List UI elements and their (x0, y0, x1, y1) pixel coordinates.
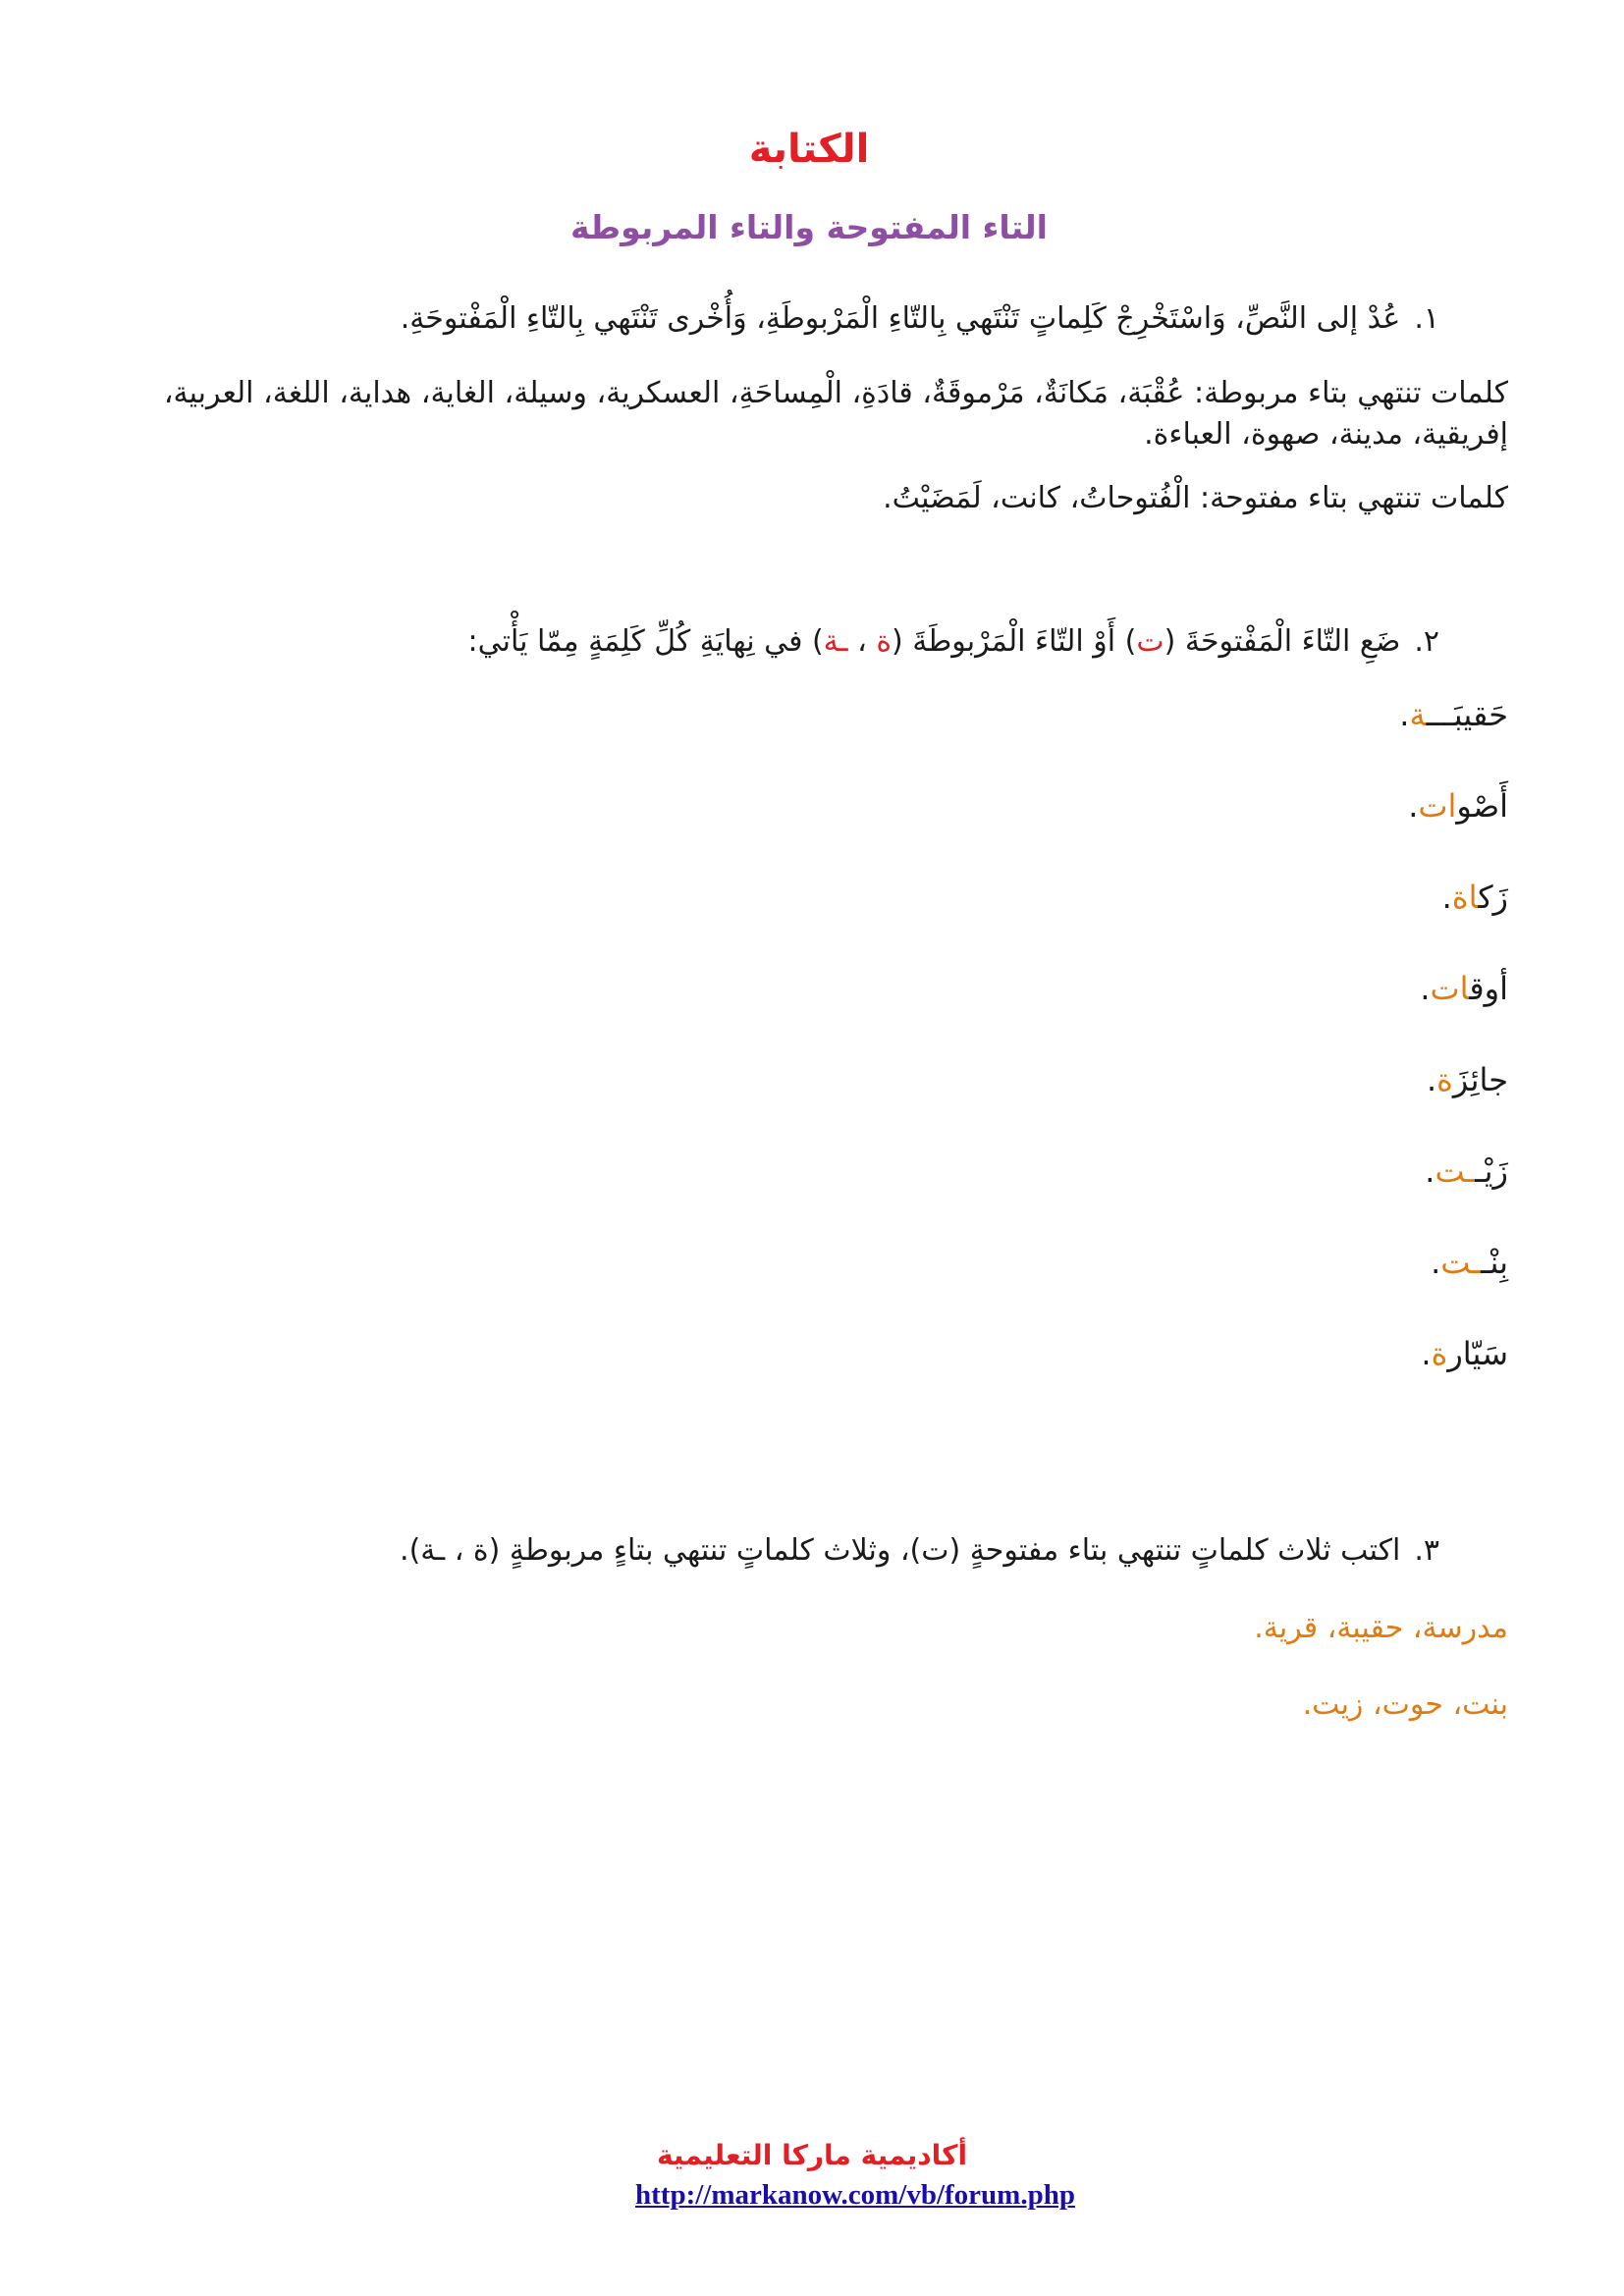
question-3 (110, 1530, 1508, 1572)
word-item: سَيّارة. (1421, 1335, 1508, 1373)
word-ending: ات (1418, 787, 1457, 826)
word-ending: ـت (1435, 1152, 1476, 1191)
word-ending: ة (1436, 1061, 1453, 1099)
question-2-text-mid: ) أَوْ التّاءَ الْمَرْبوطَةَ ( (892, 624, 1137, 660)
open-ta-letter: ت (1136, 624, 1164, 660)
question-3-answers (110, 1611, 1508, 1764)
word-item: حَقيبَـــة. (1399, 696, 1508, 734)
word-item: أَصْوات. (1408, 787, 1508, 826)
footer-organization: أكاديمية ماركا التعليمية (656, 2139, 968, 2171)
question-2-text-post: ) في نِهايَةِ كُلِّ كَلِمَةٍ مِمّا يَأْتي: (467, 624, 824, 660)
answer-open-ta-words: بنت، حوت، زيت. (1302, 1687, 1508, 1723)
closed-ta-answer: كلمات تنتهي بتاء مربوطة: عُقْبَة، مَكانَةٌ، مَرْموقَةٌ، قادَةِ، الْمِساحَةِ، العسكرية، وسيلة، الغاية، هداية، اللغة، العربية، إفريقية، مدينة، صهوة، العباءة. (163, 375, 1508, 453)
word-item: جائِزَة. (1426, 1061, 1508, 1099)
closed-ta-letter-1: ة (876, 624, 893, 660)
word-item: بِنْــت. (1431, 1244, 1508, 1282)
word-ending: ة (1431, 1335, 1448, 1373)
word-ending: ـت (1440, 1244, 1482, 1282)
word-ending: ات (1430, 970, 1470, 1008)
page-subtitle: التاء المفتوحة والتاء المربوطة (570, 208, 1048, 246)
question-3-text: اكتب ثلاث كلماتٍ تنتهي بتاء مفتوحةٍ (ت)، وثلاث كلماتٍ تنتهي بتاءٍ مربوطةٍ (ة ، ـة). (400, 1533, 1401, 1569)
question-2-text-pre: ضَعِ التّاءَ الْمَفْتوحَةَ ( (1164, 624, 1401, 660)
open-ta-answer: كلمات تنتهي بتاء مفتوحة: الْفُتوحاتُ، كانت، لَمَضَيْتُ. (883, 480, 1508, 515)
footer-link[interactable]: http://markanow.com/vb/forum.php (635, 2179, 1075, 2212)
word-item: زَيْــت. (1425, 1152, 1508, 1191)
question-1-text: عُدْ إلى النَّصِّ، وَاسْتَخْرِجْ كَلِماتٍ تَنْتَهي بِالتّاءِ الْمَرْبوطَةِ، وَأُخْرى تَنْتَهي بِالتّاءِ الْمَفْتوحَةِ. (400, 300, 1401, 336)
question-2-number: ٢. (1414, 624, 1439, 660)
question-2 (110, 621, 1508, 663)
question-1 (110, 298, 1508, 340)
question-3-number: ٣. (1414, 1533, 1439, 1569)
letter-separator: ، (847, 624, 877, 660)
word-item: زَكاة. (1441, 879, 1508, 917)
word-list (110, 696, 1508, 1426)
question-1-number: ١. (1414, 300, 1439, 336)
answer-closed-ta-words: مدرسة، حقيبة، قرية. (1254, 1611, 1508, 1646)
word-ending: ة (1409, 696, 1427, 734)
closed-ta-letter-2: ـة (823, 624, 848, 660)
page-title: الكتابة (748, 127, 870, 172)
word-item: أوقات. (1420, 970, 1508, 1008)
footer (0, 2138, 1624, 2212)
word-ending: اة (1451, 879, 1479, 917)
